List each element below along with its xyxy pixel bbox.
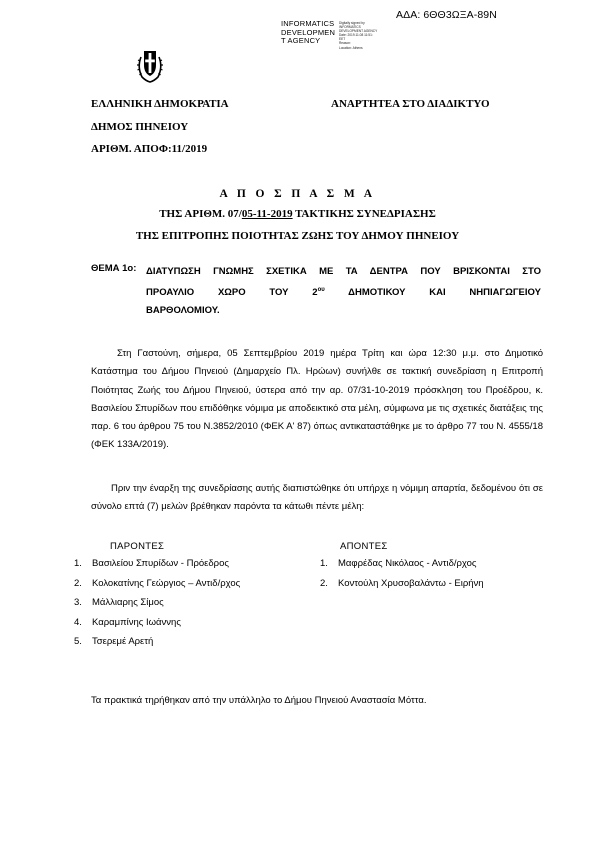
meeting-suffix: ΤΑΚΤΙΚΗΣ ΣΥΝΕΔΡΙΑΣΗΣ	[292, 208, 436, 220]
item-number: 4.	[74, 616, 82, 628]
minutes-keeper-note: Τα πρακτικά τηρήθηκαν από την υπάλληλο το Δήμου Πηνειού Αναστασία Μόττα.	[91, 695, 427, 706]
stamp-details: Digitally signed by INFORMATICS DEVELOPMENT AGENCY Date: 2019.11.08 11:51: EET Reason: Location: Athens	[339, 21, 378, 50]
member-name: Κολοκατίνης Γεώργιος – Αντιδ/ρχος	[92, 577, 241, 589]
item-number: 1.	[320, 558, 328, 569]
member-name: Βασιλείου Σπυρίδων - Πρόεδρος	[92, 558, 229, 569]
member-name: Μάλλιαρης Σίμος	[92, 597, 164, 608]
subject-ordinal: ου	[317, 287, 325, 293]
list-item	[74, 617, 294, 637]
absent-members-list	[320, 558, 540, 597]
subject-label: ΘΕΜΑ 1ο:	[91, 263, 137, 274]
member-name: Κοντούλη Χρυσοβαλάντω - Ειρήνη	[338, 577, 484, 589]
meeting-prefix: ΤΗΣ ΑΡΙΘΜ. 07/	[159, 208, 242, 220]
list-item	[320, 558, 540, 578]
subject-line-2-end: ΔΗΜΟΤΙΚΟΥ ΚΑΙ ΝΗΠΙΑΓΩΓΕΙΟΥ	[324, 287, 541, 299]
ada-code: ΑΔΑ: 6ΘΘ3ΩΞΑ-89Ν	[396, 9, 497, 21]
present-header: ΠΑΡΟΝΤΕΣ	[110, 541, 165, 552]
list-item	[320, 578, 540, 598]
subject-text	[146, 263, 541, 320]
member-name: Καραμπίνης Ιωάννης	[92, 616, 181, 628]
meeting-date: 05-11-2019	[241, 208, 293, 220]
list-item	[74, 578, 294, 598]
member-name: Τσερεμέ Αρετή	[92, 636, 154, 647]
list-item	[74, 597, 294, 617]
subject-line-1: ΔΙΑΤΥΠΩΣΗ ΓΝΩΜΗΣ ΣΧΕΤΙΚΑ ΜΕ ΤΑ ΔΕΝΤΡΑ ΠΟΥ ΒΡΙΣΚΟΝΤΑΙ ΣΤΟ	[146, 266, 541, 277]
header-municipality: ΔΗΜΟΣ ΠΗΝΕΙΟΥ	[91, 121, 189, 133]
subject-line-2-start: ΠΡΟΑΥΛΙΟ ΧΩΡΟ ΤΟΥ 2	[146, 287, 318, 299]
item-number: 5.	[74, 636, 82, 647]
header-country: ΕΛΛΗΝΙΚΗ ΔΗΜΟΚΡΑΤΙΑ	[91, 98, 229, 110]
present-members-list	[74, 558, 294, 656]
meeting-line	[0, 208, 595, 220]
item-number: 3.	[74, 597, 82, 608]
subject-line-2	[146, 281, 541, 302]
body-paragraph-2: Πριν την έναρξη της συνεδρίασης αυτής διαπιστώθηκε ότι υπήρχε η νόμιμη απαρτία, δεδομένου ότι σε σύνολο επτά (7) μελών βρέθηκαν παρόντα τα κάτωθι πέντε μέλη:	[91, 483, 543, 513]
item-number: 1.	[74, 558, 82, 569]
subject-line-3: ΒΑΡΘΟΛΟΜΙΟΥ.	[146, 305, 220, 317]
stamp-organization: INFORMATICS DEVELOPMEN T AGENCY	[281, 19, 336, 46]
item-number: 2.	[320, 577, 328, 589]
absent-header: ΑΠΟΝΤΕΣ	[340, 541, 388, 552]
list-item	[74, 636, 294, 656]
header-decision-number: ΑΡΙΘΜ. ΑΠΟΦ:11/2019	[91, 143, 208, 155]
list-item	[74, 558, 294, 578]
committee-line: ΤΗΣ ΕΠΙΤΡΟΠΗΣ ΠΟΙΟΤΗΤΑΣ ΖΩΗΣ ΤΟΥ ΔΗΜΟΥ ΠΗΝΕΙΟΥ	[135, 230, 460, 242]
header-online-notice: ΑΝΑΡΤΗΤΕΑ ΣΤΟ ΔΙΑΔΙΚΤΥΟ	[331, 98, 490, 110]
item-number: 2.	[74, 577, 82, 589]
member-name: Μαφρέδας Νικόλαος - Αντιδ/ρχος	[338, 558, 477, 569]
body-paragraph-1: Στη Γαστούνη, σήμερα, 05 Σεπτεμβρίου 2019 ημέρα Τρίτη και ώρα 12:30 μ.μ. στο Δημοτικό Κατάστημα του Δήμου Πηνειού (Δημαρχείο Πλ. Ηρώων) συνήλθε σε τακτική συνεδρίαση η Επιτροπή Ποιότητας Ζωής του Δήμου Πηνειού, ύστερα από την αρ. 07/31-10-2019 πρόσκληση του Προέδρου, κ. Βασιλείου Σπυρίδων που επιδόθηκε νόμιμα με αποδεικτικό στα μέλη, σύμφωνα με τις σχετικές διατάξεις της παρ. 6 του άρθρου 75 του Ν.3852/2010 (ΦΕΚ Α' 87) όπως αντικαταστάθηκε με το άρθρο 77 του Ν. 4555/18 (ΦΕΚ 133Α/2019).	[91, 348, 543, 451]
greek-coat-of-arms-icon	[136, 47, 164, 83]
digital-signature-stamp	[281, 20, 401, 60]
document-title-extract: Α Π Ο Σ Π Α Σ Μ Α	[219, 188, 376, 200]
